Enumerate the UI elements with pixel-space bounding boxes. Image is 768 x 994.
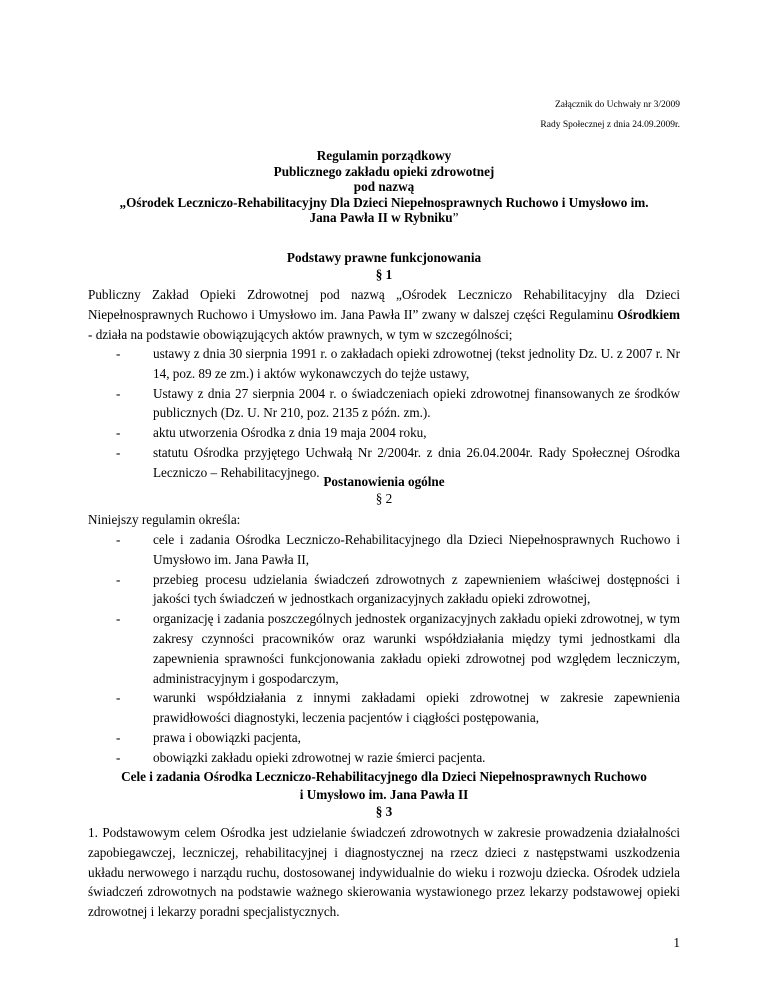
- annex-line-2: Rady Społecznej z dnia 24.09.2009r.: [540, 120, 680, 130]
- list-item: - warunki współdziałania z innymi zakładami opieki zdrowotnej w zakresie zapewnienia prawidłowości diagnostyki, leczenia pacjentów i ciągłości postępowania,: [88, 688, 680, 728]
- section-1-intro-end: - działa na podstawie obowiązujących aktów prawnych, w tym w szczególności;: [88, 326, 513, 342]
- section-1-heading: Podstawy prawne funkcjonowania: [286, 250, 482, 265]
- title-line-3: pod nazwą: [353, 179, 415, 195]
- section-3-text: 1. Podstawowym celem Ośrodka jest udzielanie świadczeń zdrowotnych w zakresie prowadzenia działalności zapobiegawczej, leczniczej, rehabilitacyjnej i diagnostycznej na rzecz dzieci z następstwami uszkodzenia układu nerwowego i narządu ruchu, dostosowanej indywidualnie do wieku i rozwoju dziecka. Ośrodek udziela świadczeń zdrowotnych na podstawie ważnego skierowania wystawionego przez lekarzy podstawowej opieki zdrowotnej i lekarzy poradni specjalistycznych.: [88, 825, 680, 920]
- title-line-5: [88, 210, 680, 226]
- list-item: - przebieg procesu udzielania świadczeń zdrowotnych z zapewnieniem właściwej dostępności i jakości tych świadczeń w jednostkach organizacyjnych zakładu opieki zdrowotnej,: [88, 570, 680, 610]
- section-2-paragraph-number: § 2: [375, 491, 393, 506]
- document-title: [88, 148, 680, 226]
- section-3-heading-line-1: Cele i zadania Ośrodka Leczniczo-Rehabilitacyjnego dla Dzieci Niepełnosprawnych Ruchowo: [121, 769, 647, 784]
- list-item: - obowiązki zakładu opieki zdrowotnej w razie śmierci pacjenta.: [88, 748, 680, 768]
- section-1-intro-start: Publiczny Zakład Opieki Zdrowotnej pod nazwą „Ośrodek Leczniczo Rehabilitacyjny dla Dzieci Niepełnosprawnych Ruchowo i Umysłowo im. Jana Pawła II” zwany w dalszej części Regulaminu: [88, 287, 680, 322]
- list-item: - ustawy z dnia 30 sierpnia 1991 r. o zakładach opieki zdrowotnej (tekst jednolity Dz. U. z 2007 r. Nr 14, poz. 89 ze zm.) i aktów wykonawczych do tejże ustawy,: [88, 344, 680, 384]
- section-1-paragraph-number: § 1: [375, 267, 393, 282]
- title-line-4: „Ośrodek Leczniczo-Rehabilitacyjny Dla Dzieci Niepełnosprawnych Ruchowo i Umysłowo im.: [119, 194, 649, 210]
- section-3-paragraph-number: § 3: [375, 804, 393, 819]
- section-1-list: [88, 344, 680, 483]
- title-line-2: Publicznego zakładu opieki zdrowotnej: [273, 163, 495, 179]
- section-1-intro-bold: Ośrodkiem: [617, 306, 680, 322]
- section-3-heading-line-2: i Umysłowo im. Jana Pawła II: [299, 787, 469, 802]
- list-item: - organizację i zadania poszczególnych jednostek organizacyjnych zakładu opieki zdrowotnej, w tym zakresy czynności pracowników oraz warunki współdziałania między tymi jednostkami dla zapewnienia sprawności funkcjonowania zakładu opieki zdrowotnej pod względem leczniczym, administracyjnym i gospodarczym,: [88, 609, 680, 688]
- title-line-5-text: Jana Pawła II w Rybniku: [309, 210, 453, 226]
- page-number: 1: [673, 935, 680, 950]
- list-item: - Ustawy z dnia 27 sierpnia 2004 r. o świadczeniach opieki zdrowotnej finansowanych ze środków publicznych (Dz. U. Nr 210, poz. 2135 z późn. zm.).: [88, 384, 680, 424]
- section-2-intro: Niniejszy regulamin określa:: [88, 512, 241, 527]
- list-item: - aktu utworzenia Ośrodka z dnia 19 maja 2004 roku,: [88, 423, 680, 443]
- title-closing-quote: ”: [452, 210, 459, 226]
- list-item: - statutu Ośrodka przyjętego Uchwałą Nr 2/2004r. z dnia 26.04.2004r. Rady Społecznej Ośrodka Leczniczo – Rehabilitacyjnego.: [88, 443, 680, 483]
- list-item: - cele i zadania Ośrodka Leczniczo-Rehabilitacyjnego dla Dzieci Niepełnosprawnych Ruchowo i Umysłowo im. Jana Pawła II,: [88, 530, 680, 570]
- section-2-heading: Postanowienia ogólne: [323, 474, 445, 489]
- list-item: - prawa i obowiązki pacjenta,: [88, 728, 680, 748]
- section-1-intro: [88, 285, 680, 344]
- section-2-list: [88, 530, 680, 768]
- title-line-1: Regulamin porządkowy: [316, 148, 452, 163]
- annex-line-1: Załącznik do Uchwały nr 3/2009: [554, 100, 680, 110]
